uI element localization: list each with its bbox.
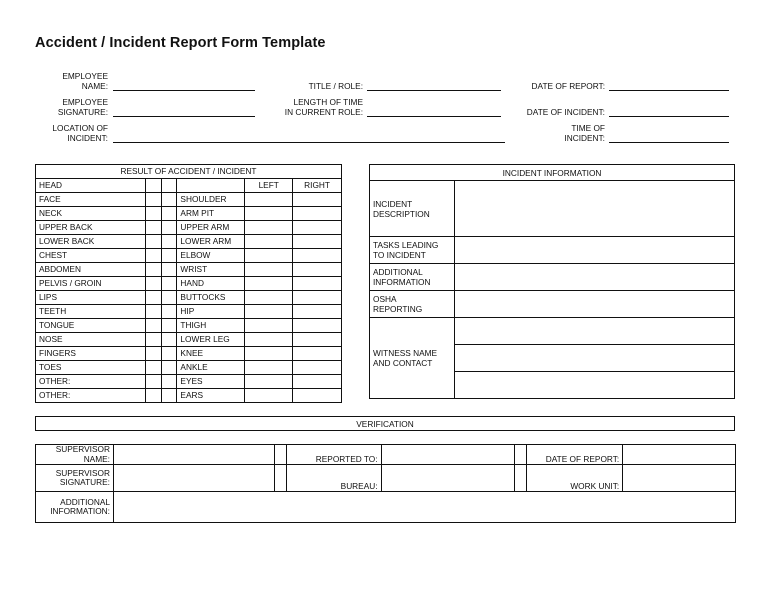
- right-body-part-label: LOWER LEG: [177, 333, 245, 347]
- result-table-heading: RESULT OF ACCIDENT / INCIDENT: [36, 165, 342, 179]
- table-row: [36, 291, 342, 305]
- verification-spacer: [515, 465, 527, 492]
- table-row: [36, 179, 342, 193]
- left-body-part-label: TEETH: [36, 305, 146, 319]
- date-of-incident-label: DATE OF INCIDENT:: [526, 107, 605, 117]
- left-check-box[interactable]: [145, 305, 161, 319]
- verification-spacer: [515, 445, 527, 465]
- table-row: [36, 361, 342, 375]
- right-body-part-label: HAND: [177, 277, 245, 291]
- left-body-part-label: OTHER:: [36, 389, 146, 403]
- tasks-leading-row: [370, 237, 735, 264]
- left-check-box[interactable]: [161, 249, 177, 263]
- length-of-time-label: LENGTH OF TIME IN CURRENT ROLE:: [284, 97, 363, 117]
- result-of-accident-table: [35, 164, 342, 403]
- left-check-box[interactable]: [245, 249, 293, 263]
- right-check-box[interactable]: [293, 207, 342, 221]
- verification-heading: VERIFICATION: [35, 416, 735, 431]
- incident-info-heading-row: [370, 165, 735, 181]
- reported-to-label: REPORTED TO:: [286, 445, 381, 465]
- osha-reporting-row: [370, 291, 735, 318]
- left-check-box[interactable]: [145, 347, 161, 361]
- right-check-box[interactable]: [293, 375, 342, 389]
- osha-reporting-label: OSHA REPORTING: [370, 291, 455, 318]
- right-body-part-label: UPPER ARM: [177, 221, 245, 235]
- left-check-box[interactable]: [145, 333, 161, 347]
- right-check-box[interactable]: [293, 277, 342, 291]
- incident-info-heading: INCIDENT INFORMATION: [370, 165, 735, 181]
- right-check-box[interactable]: [293, 319, 342, 333]
- right-check-box[interactable]: [293, 389, 342, 403]
- supervisor-name-label: SUPERVISOR NAME:: [36, 445, 114, 465]
- left-check-box[interactable]: [145, 179, 161, 193]
- employee-name-field[interactable]: [113, 90, 255, 91]
- right-body-part-label: [177, 179, 245, 193]
- location-of-incident-label: LOCATION OF INCIDENT:: [52, 123, 108, 143]
- left-check-box[interactable]: [161, 375, 177, 389]
- verification-row-1: [36, 445, 736, 465]
- left-check-box[interactable]: [145, 319, 161, 333]
- left-body-part-label: HEAD: [36, 179, 146, 193]
- length-of-time-field[interactable]: [367, 116, 501, 117]
- verification-spacer: [274, 465, 286, 492]
- left-check-box[interactable]: [245, 235, 293, 249]
- left-column-header: LEFT: [245, 179, 293, 193]
- left-check-box[interactable]: [145, 277, 161, 291]
- reported-to-field[interactable]: [381, 445, 515, 465]
- left-check-box[interactable]: [161, 179, 177, 193]
- left-check-box[interactable]: [245, 347, 293, 361]
- left-check-box[interactable]: [245, 193, 293, 207]
- left-check-box[interactable]: [145, 193, 161, 207]
- right-check-box[interactable]: [293, 221, 342, 235]
- right-body-part-label: EYES: [177, 375, 245, 389]
- table-row: [36, 305, 342, 319]
- incident-description-label: INCIDENT DESCRIPTION: [370, 181, 455, 237]
- table-row: [36, 319, 342, 333]
- left-check-box[interactable]: [161, 235, 177, 249]
- right-body-part-label: HIP: [177, 305, 245, 319]
- left-body-part-label: PELVIS / GROIN: [36, 277, 146, 291]
- left-body-part-label: ABDOMEN: [36, 263, 146, 277]
- left-check-box[interactable]: [245, 333, 293, 347]
- table-row: [36, 221, 342, 235]
- verification-date-of-report-field[interactable]: [623, 445, 736, 465]
- left-body-part-label: TOES: [36, 361, 146, 375]
- verification-spacer: [274, 445, 286, 465]
- right-body-part-label: THIGH: [177, 319, 245, 333]
- left-check-box[interactable]: [145, 375, 161, 389]
- right-body-part-label: SHOULDER: [177, 193, 245, 207]
- right-check-box[interactable]: [293, 263, 342, 277]
- left-check-box[interactable]: [245, 207, 293, 221]
- left-body-part-label: UPPER BACK: [36, 221, 146, 235]
- title-role-label: TITLE / ROLE:: [308, 81, 363, 91]
- left-check-box[interactable]: [145, 361, 161, 375]
- supervisor-name-field[interactable]: [113, 445, 274, 465]
- right-body-part-label: WRIST: [177, 263, 245, 277]
- left-body-part-label: CHEST: [36, 249, 146, 263]
- right-check-box[interactable]: [293, 305, 342, 319]
- left-check-box[interactable]: [145, 389, 161, 403]
- bureau-label: BUREAU:: [286, 465, 381, 492]
- left-check-box[interactable]: [245, 305, 293, 319]
- witness-field-1[interactable]: [454, 318, 734, 345]
- table-row: [36, 207, 342, 221]
- table-row: [36, 235, 342, 249]
- verification-table: [35, 444, 736, 523]
- additional-info-label: ADDITIONAL INFORMATION: [370, 264, 455, 291]
- bureau-field[interactable]: [381, 465, 515, 492]
- table-row: [36, 347, 342, 361]
- right-check-box[interactable]: [293, 235, 342, 249]
- employee-signature-label: EMPLOYEE SIGNATURE:: [57, 97, 108, 117]
- left-body-part-label: OTHER:: [36, 375, 146, 389]
- tasks-leading-label: TASKS LEADING TO INCIDENT: [370, 237, 455, 264]
- left-check-box[interactable]: [145, 291, 161, 305]
- additional-info-row: [370, 264, 735, 291]
- left-body-part-label: FACE: [36, 193, 146, 207]
- left-check-box[interactable]: [245, 319, 293, 333]
- right-check-box[interactable]: [293, 291, 342, 305]
- verification-row-3: [36, 492, 736, 523]
- left-check-box[interactable]: [161, 319, 177, 333]
- left-check-box[interactable]: [145, 207, 161, 221]
- left-check-box[interactable]: [161, 193, 177, 207]
- left-check-box[interactable]: [145, 221, 161, 235]
- left-check-box[interactable]: [161, 305, 177, 319]
- additional-info-field[interactable]: [454, 264, 734, 291]
- left-check-box[interactable]: [245, 263, 293, 277]
- employee-signature-field[interactable]: [113, 116, 255, 117]
- supervisor-signature-field[interactable]: [113, 465, 274, 492]
- left-check-box[interactable]: [161, 263, 177, 277]
- date-of-report-field[interactable]: [609, 90, 729, 91]
- witness-row-1: [370, 318, 735, 345]
- witness-field-3[interactable]: [454, 372, 734, 399]
- left-check-box[interactable]: [161, 333, 177, 347]
- left-body-part-label: FINGERS: [36, 347, 146, 361]
- right-body-part-label: ARM PIT: [177, 207, 245, 221]
- tasks-leading-field[interactable]: [454, 237, 734, 264]
- additional-information-label: ADDITIONAL INFORMATION:: [36, 492, 114, 523]
- title-role-field[interactable]: [367, 90, 501, 91]
- table-row: [36, 333, 342, 347]
- right-body-part-label: KNEE: [177, 347, 245, 361]
- table-row: [36, 249, 342, 263]
- right-check-box[interactable]: [293, 333, 342, 347]
- left-check-box[interactable]: [145, 263, 161, 277]
- incident-description-row: [370, 181, 735, 237]
- witness-field-2[interactable]: [454, 345, 734, 372]
- table-row: [36, 193, 342, 207]
- location-of-incident-field[interactable]: [113, 142, 505, 143]
- right-column-header: RIGHT: [293, 179, 342, 193]
- form-title: Accident / Incident Report Form Template: [35, 35, 326, 51]
- table-row: [36, 389, 342, 403]
- date-of-incident-field[interactable]: [609, 116, 729, 117]
- supervisor-signature-label: SUPERVISOR SIGNATURE:: [36, 465, 114, 492]
- result-table-heading-row: [36, 165, 342, 179]
- left-check-box[interactable]: [245, 221, 293, 235]
- left-body-part-label: LIPS: [36, 291, 146, 305]
- additional-information-field[interactable]: [113, 492, 735, 523]
- time-of-incident-field[interactable]: [609, 142, 729, 143]
- left-check-box[interactable]: [161, 221, 177, 235]
- left-check-box[interactable]: [145, 249, 161, 263]
- left-body-part-label: LOWER BACK: [36, 235, 146, 249]
- left-body-part-label: NOSE: [36, 333, 146, 347]
- left-check-box[interactable]: [161, 291, 177, 305]
- verification-date-of-report-label: DATE OF REPORT:: [527, 445, 623, 465]
- left-check-box[interactable]: [161, 207, 177, 221]
- left-check-box[interactable]: [145, 235, 161, 249]
- right-body-part-label: ELBOW: [177, 249, 245, 263]
- left-check-box[interactable]: [245, 277, 293, 291]
- verification-row-2: [36, 465, 736, 492]
- left-check-box[interactable]: [161, 361, 177, 375]
- left-check-box[interactable]: [245, 361, 293, 375]
- table-row: [36, 263, 342, 277]
- work-unit-field[interactable]: [623, 465, 736, 492]
- date-of-report-label: DATE OF REPORT:: [531, 81, 605, 91]
- left-check-box[interactable]: [245, 375, 293, 389]
- left-body-part-label: TONGUE: [36, 319, 146, 333]
- left-check-box[interactable]: [245, 389, 293, 403]
- right-check-box[interactable]: [293, 347, 342, 361]
- table-row: [36, 277, 342, 291]
- left-check-box[interactable]: [161, 347, 177, 361]
- right-check-box[interactable]: [293, 193, 342, 207]
- left-body-part-label: NECK: [36, 207, 146, 221]
- result-table-body: [36, 179, 342, 403]
- left-check-box[interactable]: [245, 291, 293, 305]
- incident-description-field[interactable]: [454, 181, 734, 237]
- left-check-box[interactable]: [161, 277, 177, 291]
- employee-name-label: EMPLOYEE NAME:: [62, 71, 108, 91]
- right-check-box[interactable]: [293, 361, 342, 375]
- work-unit-label: WORK UNIT:: [527, 465, 623, 492]
- right-body-part-label: LOWER ARM: [177, 235, 245, 249]
- right-check-box[interactable]: [293, 249, 342, 263]
- time-of-incident-label: TIME OF INCIDENT:: [564, 123, 605, 143]
- right-body-part-label: ANKLE: [177, 361, 245, 375]
- table-row: [36, 375, 342, 389]
- right-body-part-label: EARS: [177, 389, 245, 403]
- witness-label: WITNESS NAME AND CONTACT: [370, 318, 455, 399]
- incident-information-table: [369, 164, 735, 399]
- osha-reporting-field[interactable]: [454, 291, 734, 318]
- left-check-box[interactable]: [161, 389, 177, 403]
- right-body-part-label: BUTTOCKS: [177, 291, 245, 305]
